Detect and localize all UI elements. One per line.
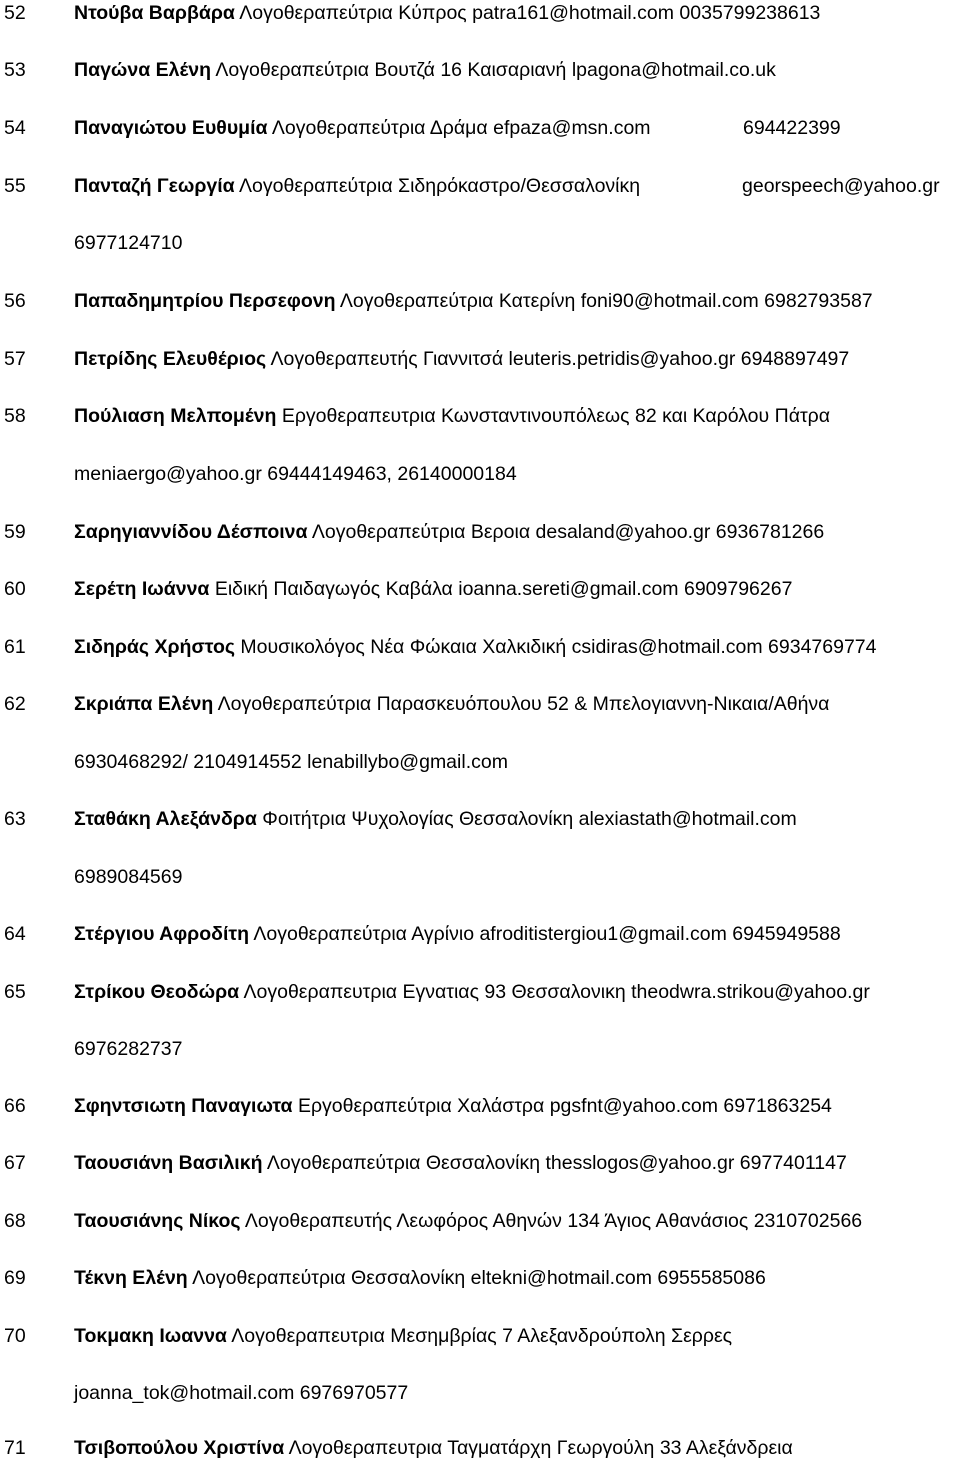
entry-name: Στρίκου Θεοδώρα [74, 981, 240, 1003]
entry-name: Σφηντσιωτη Παναγιωτα [74, 1095, 293, 1117]
entry-details: Λογοθεραπευτής Γιαννιτσά leuteris.petridis@yahoo.gr 6948897497 [270, 348, 850, 370]
entry-name: Παπαδημητρίου Περσεφονη [74, 290, 336, 312]
entry-row [0, 285, 960, 317]
entry-row [0, 1147, 960, 1179]
entry-number: 62 [4, 693, 26, 715]
entry-row [0, 631, 960, 663]
entry-name: Παγώνα Ελένη [74, 59, 212, 81]
entry-row [0, 803, 960, 835]
entry-continuation: meniaergo@yahoo.gr 69444149463, 26140000184 [74, 463, 517, 485]
entry-phone: 694422399 [743, 117, 841, 139]
entry-name: Παναγιώτου Ευθυμία [74, 117, 268, 139]
entry-row [0, 976, 960, 1008]
entry-number: 59 [4, 521, 26, 543]
entry-name: Σερέτη Ιωάννα [74, 578, 210, 600]
entry-number: 57 [4, 348, 26, 370]
entry-number: 68 [4, 1210, 26, 1232]
entry-row [0, 1090, 960, 1122]
entry-number: 65 [4, 981, 26, 1003]
entry-row [0, 573, 960, 605]
entry-continuation: 6977124710 [74, 232, 183, 254]
entry-details: Λογοθεραπεύτρια Βουτζά 16 Καισαριανή lpagona@hotmail.co.uk [215, 59, 776, 81]
entry-name: Τσιβοπούλου Χριστίνα [74, 1437, 285, 1459]
entry-details: Λογοθεραπευτρια Μεσημβρίας 7 Αλεξανδρούπολη Σερρες [231, 1325, 733, 1347]
entry-email: georspeech@yahoo.gr [742, 175, 940, 197]
entry-continuation: joanna_tok@hotmail.com 6976970577 [74, 1382, 409, 1404]
entry-name: Τέκνη Ελένη [74, 1267, 188, 1289]
entry-number: 53 [4, 59, 26, 81]
entry-row [0, 0, 960, 29]
entry-number: 55 [4, 175, 26, 197]
entry-number: 52 [4, 2, 26, 24]
entry-name: Σταθάκη Αλεξάνδρα [74, 808, 257, 830]
entry-row [0, 918, 960, 950]
entry-continuation: 6989084569 [74, 866, 183, 888]
entry-number: 67 [4, 1152, 26, 1174]
entry-name: Στέργιου Αφροδίτη [74, 923, 250, 945]
entry-details: Λογοθεραπεύτρια Δράμα efpaza@msn.com [271, 117, 651, 139]
entry-row [0, 112, 960, 144]
entry-name: Ταουσιάνη Βασιλική [74, 1152, 263, 1174]
entry-number: 66 [4, 1095, 26, 1117]
entry-details: Ειδική Παιδαγωγός Καβάλα ioanna.sereti@gmail.com 6909796267 [214, 578, 793, 600]
entry-continuation: 6976282737 [74, 1038, 183, 1060]
entry-number: 60 [4, 578, 26, 600]
entry-details: Λογοθεραπεύτρια Παρασκευόπουλου 52 & Μπελογιαννη-Νικαια/Αθήνα [217, 693, 830, 715]
entry-details: Λογοθεραπεύτρια Σιδηρόκαστρο/Θεσσαλονίκη [239, 175, 641, 197]
entry-number: 71 [4, 1437, 26, 1459]
entry-details: Λογοθεραπεύτρια Βεροια desaland@yahoo.gr 6936781266 [311, 521, 825, 543]
entry-name: Ταουσιάνης Νίκος [74, 1210, 241, 1232]
entry-details: Λογοθεραπεύτρια Θεσσαλονίκη thesslogos@yahoo.gr 6977401147 [266, 1152, 847, 1174]
entry-details: Λογοθεραπευτής Λεωφόρος Αθηνών 134 Άγιος Αθανάσιος 2310702566 [244, 1210, 863, 1232]
entry-name: Πετρίδης Ελευθέριος [74, 348, 267, 370]
entry-name: Σαρηγιαννίδου Δέσποινα [74, 521, 308, 543]
entry-row [0, 1320, 960, 1352]
entry-number: 64 [4, 923, 26, 945]
entry-row [0, 1432, 960, 1464]
entry-details: Λογοθεραπευτρια Εγνατιας 93 Θεσσαλονικη theodwra.strikou@yahoo.gr [243, 981, 870, 1003]
entry-row [0, 170, 960, 202]
entry-name: Σκριάπα Ελένη [74, 693, 214, 715]
entry-name: Ντούβα Βαρβάρα [74, 2, 235, 24]
entry-details: Μουσικολόγος Νέα Φώκαια Χαλκιδική csidiras@hotmail.com 6934769774 [240, 636, 877, 658]
entry-number: 54 [4, 117, 26, 139]
entry-name: Τοκμακη Ιωαννα [74, 1325, 227, 1347]
entry-details: Φοιτήτρια Ψυχολογίας Θεσσαλονίκη alexiastath@hotmail.com [262, 808, 797, 830]
entry-details: Λογοθεραπεύτρια Κύπρος patra161@hotmail.com 0035799238613 [239, 2, 821, 24]
entry-row [0, 1262, 960, 1294]
entry-details: Εργοθεραπευτρια Κωνσταντινουπόλεως 82 και Καρόλου Πάτρα [281, 405, 831, 427]
entry-continuation: 6930468292/ 2104914552 lenabillybo@gmail.com [74, 751, 508, 773]
entry-number: 61 [4, 636, 26, 658]
entry-row [0, 400, 960, 432]
entry-number: 58 [4, 405, 26, 427]
entry-number: 70 [4, 1325, 26, 1347]
entry-details: Λογοθεραπευτρια Ταγματάρχη Γεωργούλη 33 Αλεξάνδρεια [288, 1437, 793, 1459]
entry-row [0, 1205, 960, 1237]
entry-details: Εργοθεραπεύτρια Χαλάστρα pgsfnt@yahoo.com 6971863254 [297, 1095, 832, 1117]
entry-row [0, 688, 960, 720]
entry-number: 63 [4, 808, 26, 830]
entry-number: 56 [4, 290, 26, 312]
entry-row [0, 343, 960, 375]
entry-row [0, 54, 960, 86]
entry-name: Σιδηράς Χρήστος [74, 636, 235, 658]
entry-name: Πανταζή Γεωργία [74, 175, 235, 197]
entry-number: 69 [4, 1267, 26, 1289]
entry-details: Λογοθεραπεύτρια Θεσσαλονίκη eltekni@hotmail.com 6955585086 [192, 1267, 766, 1289]
entry-details: Λογοθεραπεύτρια Κατερίνη foni90@hotmail.com 6982793587 [339, 290, 873, 312]
entry-details: Λογοθεραπεύτρια Αγρίνιο afroditistergiou1@gmail.com 6945949588 [253, 923, 841, 945]
entry-row [0, 516, 960, 548]
entry-name: Πούλιαση Μελπομένη [74, 405, 277, 427]
